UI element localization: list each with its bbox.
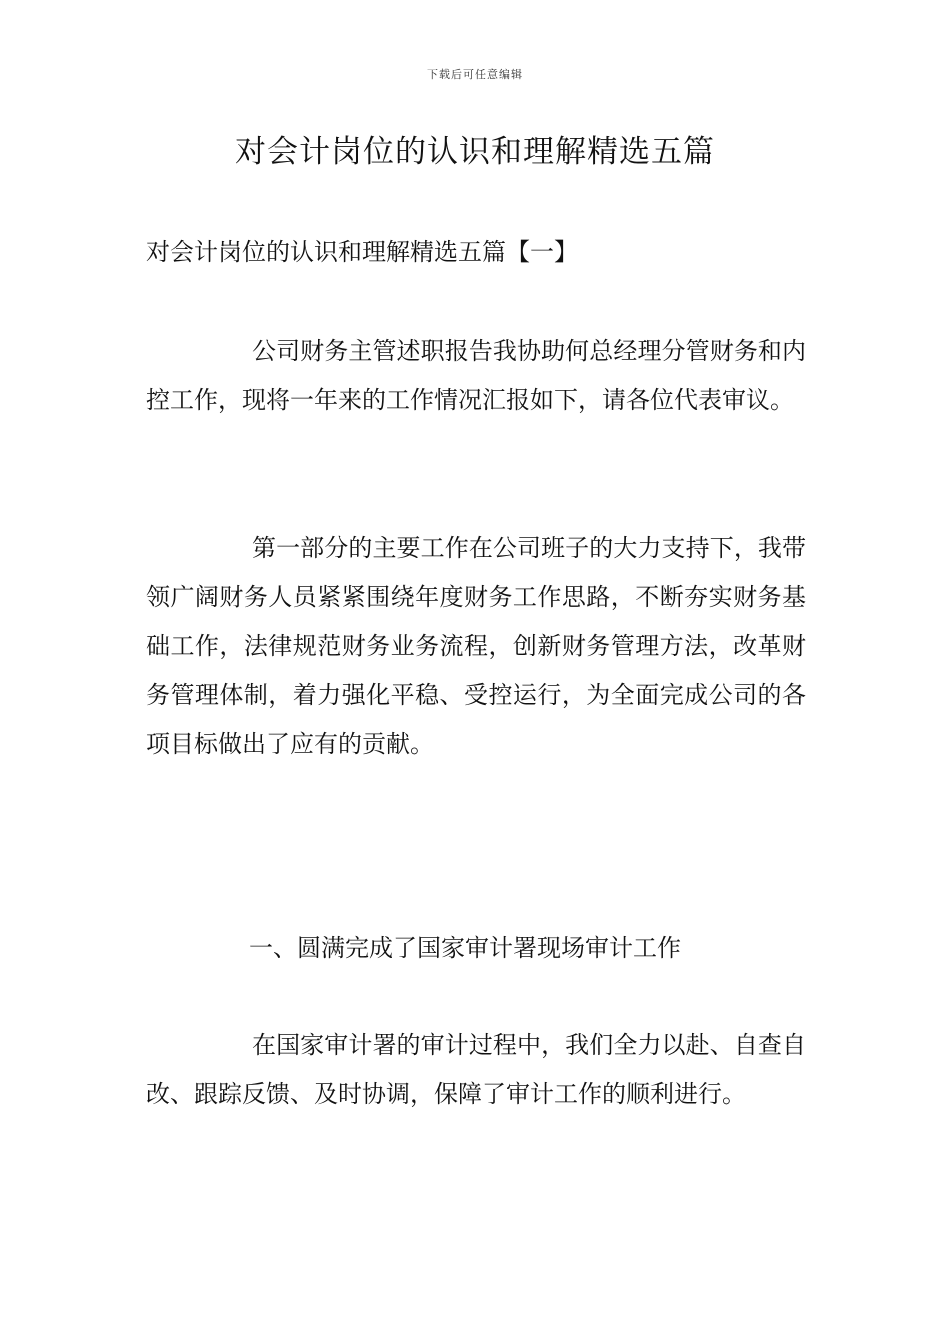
subheading: 一、圆满完成了国家审计署现场审计工作 xyxy=(249,934,681,962)
header-note: 下载后可任意编辑 xyxy=(427,68,523,81)
section-heading: 对会计岗位的认识和理解精选五篇【一】 xyxy=(146,238,578,266)
document-title: 对会计岗位的认识和理解精选五篇 xyxy=(235,134,715,170)
paragraph-2: 第一部分的主要工作在公司班子的大力支持下，我带领广阔财务人员紧紧围绕年度财务工作思路，不断夯实财务基础工作，法律规范财务业务流程，创新财务管理方法，改革财务管理体制，着力强化平稳、受控运行，为全面完成公司的各项目标做出了应有的贡献。 xyxy=(146,534,806,758)
paragraph-1: 公司财务主管述职报告我协助何总经理分管财务和内控工作，现将一年来的工作情况汇报如下，请各位代表审议。 xyxy=(146,337,806,414)
paragraph-3: 在国家审计署的审计过程中，我们全力以赴、自查自改、跟踪反馈、及时协调，保障了审计工作的顺利进行。 xyxy=(146,1031,806,1108)
